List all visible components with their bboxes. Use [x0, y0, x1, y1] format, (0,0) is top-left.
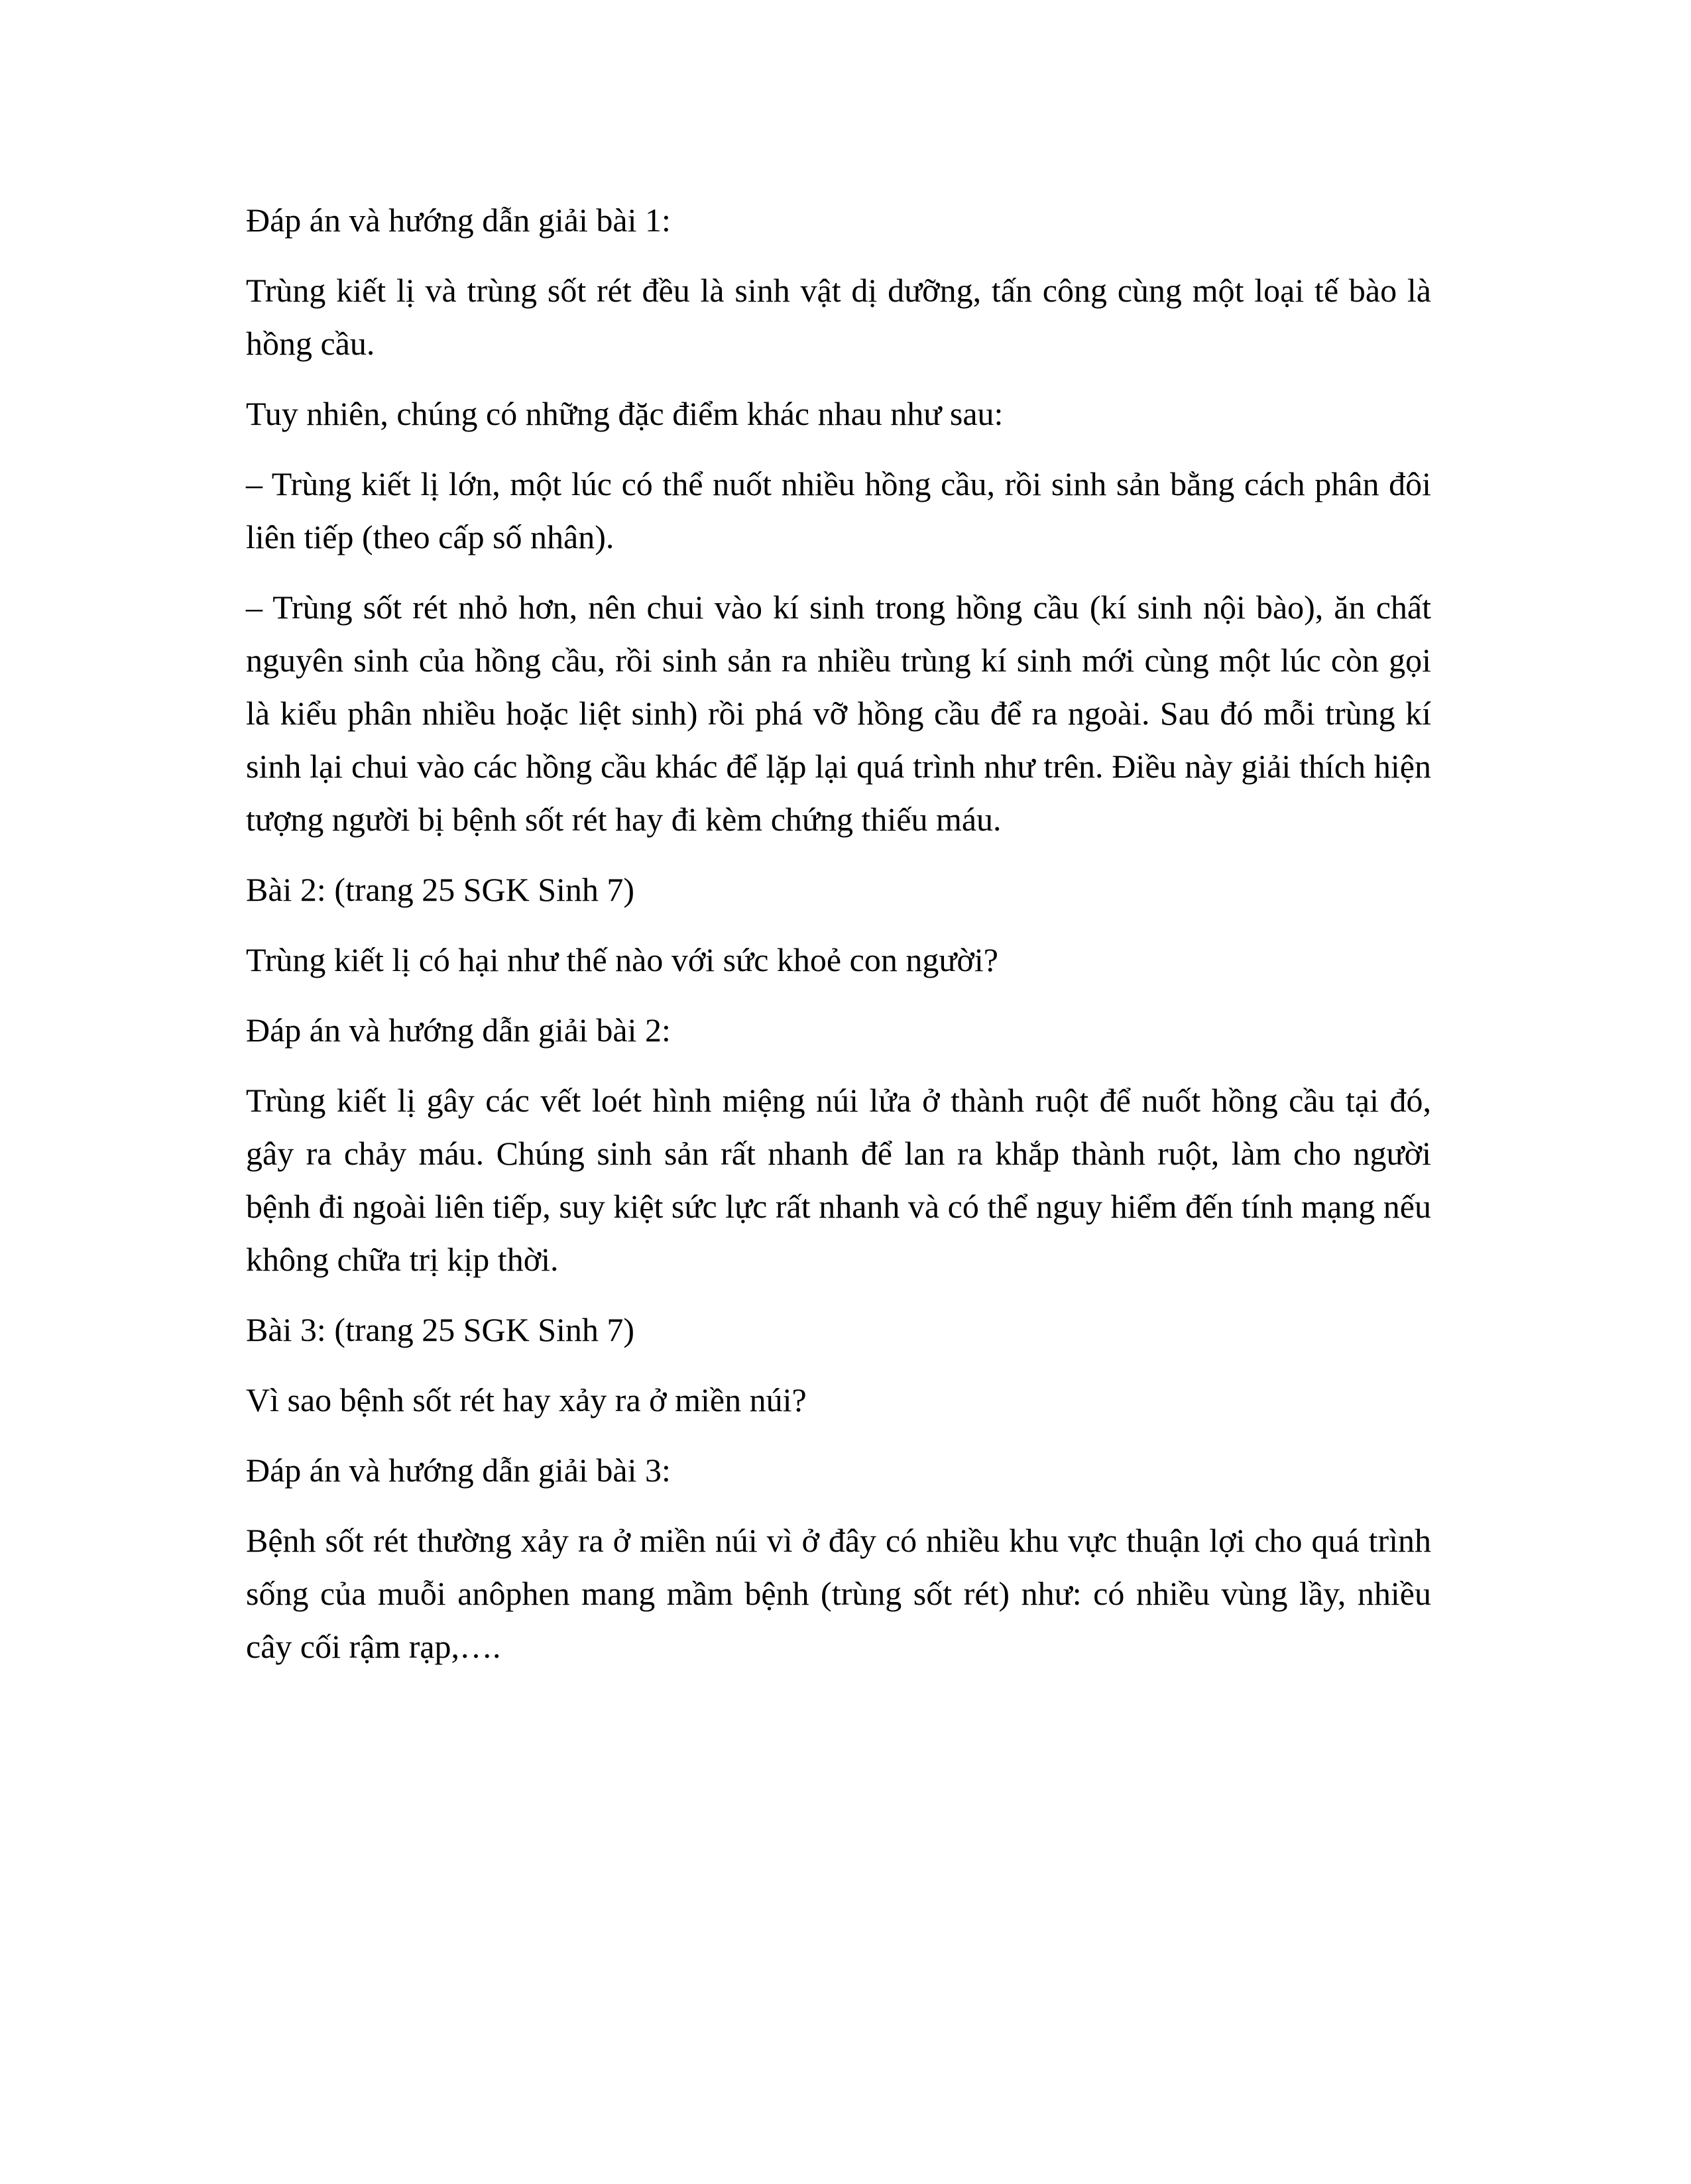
answer-heading-2: Đáp án và hướng dẫn giải bài 2:	[246, 1011, 671, 1049]
document-page	[246, 194, 1431, 1690]
question-3: Vì sao bệnh sốt rét hay xảy ra ở miền núi?	[246, 1381, 807, 1418]
answer-heading-3: Đáp án và hướng dẫn giải bài 3:	[246, 1452, 671, 1489]
answer-heading-1: Đáp án và hướng dẫn giải bài 1:	[246, 201, 671, 239]
question-2: Trùng kiết lị có hại như thế nào với sức khoẻ con người?	[246, 941, 998, 978]
list-item: – Trùng kiết lị lớn, một lúc có thể nuốt nhiều hồng cầu, rồi sinh sản bằng cách phân đôi liên tiếp (theo cấp số nhân).	[246, 465, 1431, 555]
exercise-heading-2: Bài 2: (trang 25 SGK Sinh 7)	[246, 871, 635, 908]
answer-2: Trùng kiết lị gây các vết loét hình miệng núi lửa ở thành ruột để nuốt hồng cầu tại đó, gây ra chảy máu. Chúng sinh sản rất nhanh để lan ra khắp thành ruột, làm cho người bệnh đi ngoài liên tiếp, suy kiệt sức lực rất nhanh và có thể nguy hiểm đến tính mạng nếu không chữa trị kịp thời.	[246, 1082, 1431, 1278]
answer-3: Bệnh sốt rét thường xảy ra ở miền núi vì ở đây có nhiều khu vực thuận lợi cho quá trình sống của muỗi anôphen mang mầm bệnh (trùng sốt rét) như: có nhiều vùng lầy, nhiều cây cối rậm rạp,….	[246, 1522, 1431, 1665]
paragraph: Trùng kiết lị và trùng sốt rét đều là sinh vật dị dưỡng, tấn công cùng một loại tế bào là hồng cầu.	[246, 272, 1431, 362]
list-item: – Trùng sốt rét nhỏ hơn, nên chui vào kí sinh trong hồng cầu (kí sinh nội bào), ăn chất nguyên sinh của hồng cầu, rồi sinh sản ra nhiều trùng kí sinh mới cùng một lúc còn gọi là kiểu phân nhiều hoặc liệt sinh) rồi phá vỡ hồng cầu để ra ngoài. Sau đó mỗi trùng kí sinh lại chui vào các hồng cầu khác để lặp lại quá trình như trên. Điều này giải thích hiện tượng người bị bệnh sốt rét hay đi kèm chứng thiếu máu.	[246, 589, 1431, 838]
exercise-heading-3: Bài 3: (trang 25 SGK Sinh 7)	[246, 1311, 635, 1348]
paragraph: Tuy nhiên, chúng có những đặc điểm khác nhau như sau:	[246, 395, 1004, 432]
